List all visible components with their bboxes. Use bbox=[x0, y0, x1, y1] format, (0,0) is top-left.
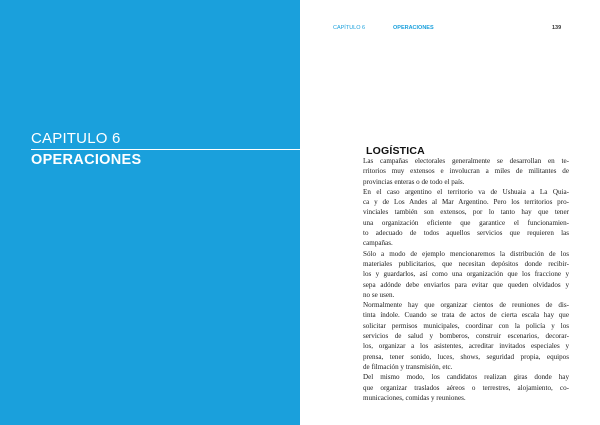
body-text bbox=[363, 156, 569, 403]
text-line: vinciales también son extensos, por lo tanto hay que tener bbox=[363, 208, 569, 217]
chapter-label: CAPITULO 6 bbox=[31, 130, 121, 147]
text-line: de filmación y transmisión, etc. bbox=[363, 362, 453, 371]
text-line: tinta índole. Cuando se trata de actos de cierta escala hay que bbox=[363, 311, 569, 320]
chapter-divider bbox=[31, 149, 300, 150]
text-line: ca y de Los Andes al Mar Argentino. Pero los territorios pro- bbox=[363, 198, 569, 207]
text-line: to adecuado de todos aquellos servicios que requieren las bbox=[363, 229, 569, 238]
text-line: rritorios muy extensos e involucran a miles de militantes de bbox=[363, 167, 569, 176]
text-line: Las campañas electorales generalmente se desarrollan en te- bbox=[363, 157, 569, 165]
text-line: Del mismo modo, los candidatos realizan giras donde hay bbox=[363, 373, 569, 382]
text-line: provincias enteras o de todo el país. bbox=[363, 177, 465, 186]
running-header bbox=[300, 0, 600, 40]
running-header-section: OPERACIONES bbox=[393, 25, 434, 31]
chapter-title: OPERACIONES bbox=[31, 152, 142, 168]
text-line: materiales publicitarios, que necesitan depósitos donde recibir- bbox=[363, 259, 569, 268]
text-line: una organización eficiente que garantice el funcionamien- bbox=[363, 218, 569, 227]
text-line: sepa adónde debe enviarlos para evitar que queden olvidados y bbox=[363, 280, 569, 289]
right-page bbox=[300, 0, 600, 425]
text-line: Normalmente hay que organizar cientos de reuniones de dis- bbox=[363, 301, 569, 310]
text-line: los y guardarlos, así como una organización que los fraccione y bbox=[363, 270, 569, 279]
text-line: que organizar traslados aéreos o terrestres, alojamiento, co- bbox=[363, 383, 569, 392]
running-header-chapter: CAPÍTULO 6 bbox=[333, 25, 366, 31]
section-heading: LOGÍSTICA bbox=[366, 145, 425, 157]
text-line: solicitar permisos municipales, coordinar con la policía y los bbox=[363, 321, 569, 330]
text-line: no se usen. bbox=[363, 290, 395, 299]
text-line: campañas. bbox=[363, 239, 393, 248]
text-line: los, organizar a los asistentes, acreditar invitados especiales y bbox=[363, 342, 569, 351]
page-number: 139 bbox=[552, 25, 562, 31]
text-line: En el caso argentino el territorio va de Ushuaia a La Quia- bbox=[363, 187, 569, 196]
text-line: servicios de salud y bomberos, construir escenarios, decorar- bbox=[363, 332, 569, 341]
text-line: Sólo a modo de ejemplo mencionaremos la distribución de los bbox=[363, 249, 569, 258]
text-line: municaciones, comidas y reuniones. bbox=[363, 393, 466, 402]
text-line: prensa, tener sonido, luces, shows, seguridad propia, equipos bbox=[363, 352, 569, 361]
